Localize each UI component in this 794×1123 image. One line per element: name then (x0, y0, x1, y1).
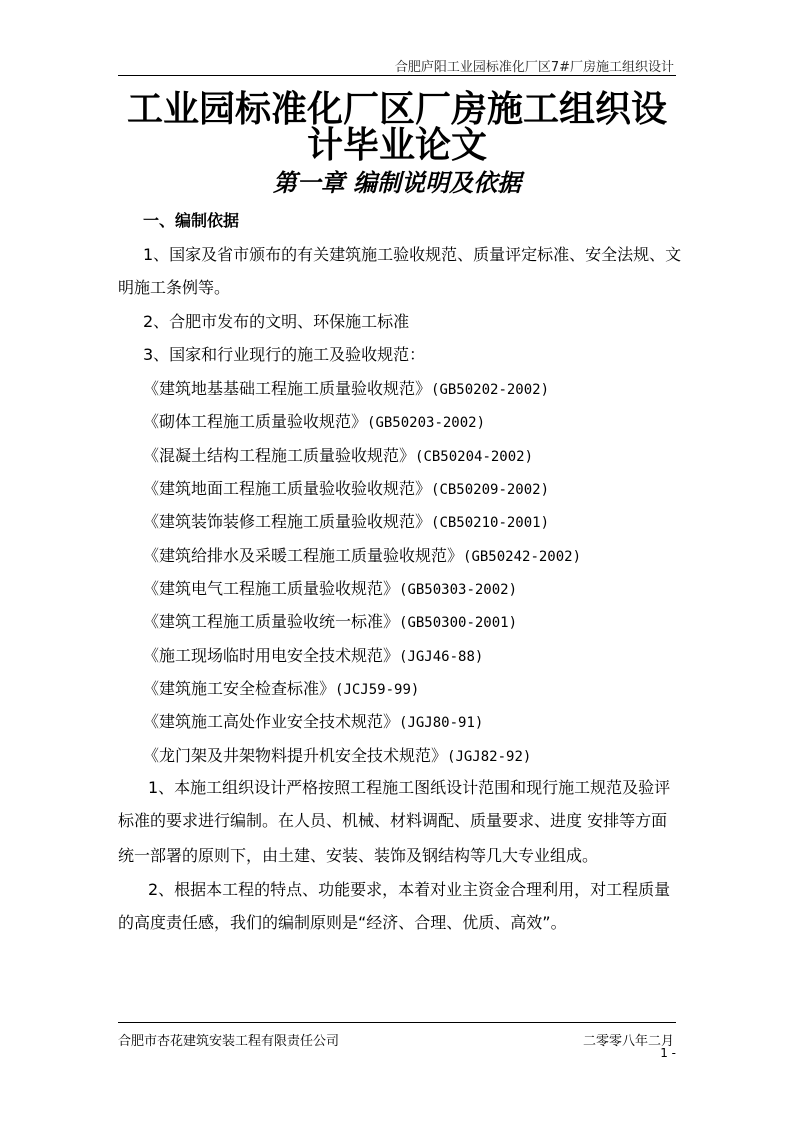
section-heading: 一、编制依据 (143, 211, 240, 230)
standard-name: 《建筑地基基础工程施工质量验收规范》 (143, 379, 432, 398)
standard-code: (CB50210-2001) (431, 515, 550, 531)
principle-2-line-2: 的高度责任感，我们的编制原则是“经济、合理、优质、高效”。 (118, 913, 567, 932)
standard-code: (GB50242-2002) (463, 549, 582, 565)
chapter-heading: 第一章 编制说明及依据 (272, 168, 522, 197)
document-title-line-1: 工业园标准化厂区厂房施工组织设 (126, 89, 667, 130)
footer-divider (118, 1022, 676, 1023)
standard-code: (JCJ59-99) (335, 682, 420, 698)
standard-name: 《建筑施工安全检查标准》 (143, 679, 336, 698)
standard-name: 《建筑施工高处作业安全技术规范》 (143, 712, 400, 731)
principle-1-line-3: 统一部署的原则下，由土建、安装、装饰及钢结构等几大专业组成。 (118, 846, 599, 865)
standard-item (143, 376, 549, 399)
standard-name: 《建筑地面工程施工质量验收验收规范》 (143, 479, 432, 498)
page-number: 1 - (660, 1046, 676, 1060)
standard-name: 《建筑工程施工质量验收统一标准》 (143, 612, 400, 631)
standard-item (143, 476, 549, 499)
standard-item (143, 409, 485, 432)
principle-2-line-1: 2、根据本工程的特点、功能要求，本着对业主资金合理利用，对工程质量 (148, 880, 671, 899)
standard-code: (GB50303-2002) (399, 582, 518, 598)
document-title-line-2: 计毕业论文 (306, 125, 487, 166)
standard-code: (GB50300-2001) (399, 615, 518, 631)
standard-code: (CB50204-2002) (415, 449, 534, 465)
standard-name: 《建筑给排水及采暖工程施工质量验收规范》 (143, 546, 464, 565)
standard-code: (JGJ82-92) (447, 749, 532, 765)
standard-code: (GB50203-2002) (367, 415, 486, 431)
standard-item (143, 743, 531, 766)
page-header-text: 合肥庐阳工业园标准化厂区7#厂房施工组织设计 (394, 60, 674, 75)
standard-item (143, 543, 581, 566)
standard-item (143, 643, 483, 666)
standard-name: 《建筑电气工程施工质量验收规范》 (143, 579, 400, 598)
standard-code: (CB50209-2002) (431, 482, 550, 498)
footer-date: 二零零八年二月 (582, 1034, 674, 1049)
paragraph-2: 2、合肥市发布的文明、环保施工标准 (143, 312, 410, 331)
standard-code: (JGJ46-88) (399, 649, 484, 665)
standard-item (143, 676, 419, 699)
standard-item (143, 509, 549, 532)
standard-item (143, 709, 483, 732)
paragraph-3: 3、国家和行业现行的施工及验收规范： (143, 345, 426, 364)
standard-item (143, 576, 517, 599)
paragraph-1-line-1: 1、国家及省市颁布的有关建筑施工验收规范、质量评定标准、安全法规、文 (143, 245, 682, 264)
header-divider (118, 75, 676, 76)
standard-name: 《施工现场临时用电安全技术规范》 (143, 646, 400, 665)
standard-name: 《砌体工程施工质量验收规范》 (143, 412, 368, 431)
standard-item (143, 609, 517, 632)
principle-1-line-2: 标准的要求进行编制。在人员、机械、材料调配、质量要求、进度 安排等方面 (118, 811, 668, 830)
standard-name: 《建筑装饰装修工程施工质量验收规范》 (143, 512, 432, 531)
footer-company: 合肥市杏花建筑安装工程有限责任公司 (118, 1034, 340, 1049)
standard-code: (JGJ80-91) (399, 715, 484, 731)
principle-1-line-1: 1、本施工组织设计严格按照工程施工图纸设计范围和现行施工规范及验评 (148, 778, 671, 797)
standard-code: (GB50202-2002) (431, 382, 550, 398)
standard-name: 《龙门架及井架物料提升机安全技术规范》 (143, 746, 448, 765)
paragraph-1-line-2: 明施工条例等。 (118, 278, 231, 297)
standard-item (143, 443, 533, 466)
standard-name: 《混凝土结构工程施工质量验收规范》 (143, 446, 416, 465)
